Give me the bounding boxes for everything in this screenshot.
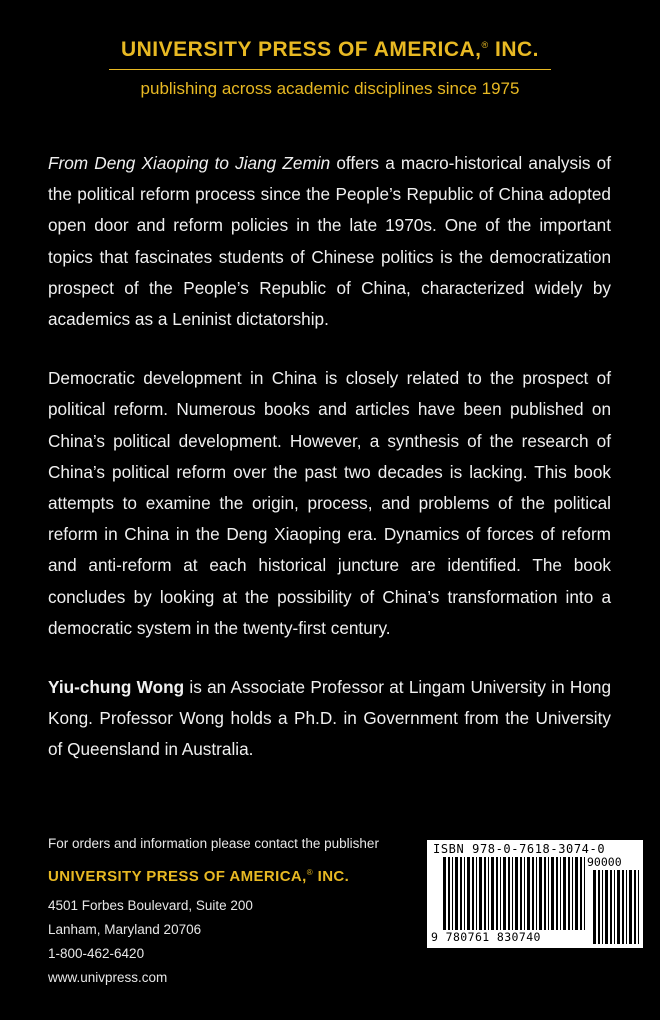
barcode-bar <box>476 857 477 930</box>
barcode-bar <box>626 870 627 944</box>
barcode-bar <box>638 870 639 944</box>
barcode-bar <box>580 857 582 930</box>
barcode-bar <box>548 857 549 930</box>
publisher-contact-block <box>48 834 418 990</box>
barcode-bar <box>515 857 518 930</box>
barcode-bar <box>508 857 510 930</box>
barcode-bar <box>610 870 612 944</box>
header-publisher-suffix: INC. <box>495 38 540 61</box>
barcode-bar <box>563 857 566 930</box>
author-bio <box>48 672 611 766</box>
ean-digits: 9 780761 830740 <box>431 930 541 944</box>
header-publisher-name: UNIVERSITY PRESS OF AMERICA, <box>120 38 482 61</box>
author-bio-text: is an Associate Professor at Lingam University in Hong Kong. Professor Wong holds a Ph.D. in Government from the University of Queensland in Australia. <box>48 677 612 760</box>
header-publisher-title <box>0 30 660 65</box>
website: www.univpress.com <box>48 970 168 985</box>
barcode-bar <box>572 857 573 930</box>
book-title: From Deng Xiaoping to Jiang Zemin <box>48 153 331 173</box>
barcode-bar <box>488 857 489 930</box>
contact-note: For orders and information please contact the publisher <box>48 836 379 851</box>
barcode-bar <box>556 857 558 930</box>
publisher-name-text: UNIVERSITY PRESS OF AMERICA, <box>48 868 307 885</box>
barcode-bar <box>634 870 636 944</box>
barcode-bar <box>598 870 600 944</box>
isbn-label: ISBN 978-0-7618-3074-0 <box>433 842 606 856</box>
barcode-bar <box>568 857 570 930</box>
barcode-bar <box>539 857 542 930</box>
barcode-bar <box>484 857 486 930</box>
phone-number: 1-800-462-6420 <box>48 946 145 961</box>
address-line-2: Lanham, Maryland 20706 <box>48 922 202 937</box>
book-description <box>48 148 611 766</box>
barcode-bar <box>560 857 561 930</box>
barcode-bar <box>479 857 482 930</box>
barcode-bar <box>512 857 513 930</box>
barcode-bar <box>536 857 537 930</box>
barcode-bar <box>593 870 596 944</box>
barcode <box>427 840 643 948</box>
barcode-bar <box>491 857 494 930</box>
barcode-bar <box>503 857 506 930</box>
barcode-bar <box>527 857 530 930</box>
price-addon-digits: 90000 <box>587 855 622 869</box>
barcode-bar <box>464 857 465 930</box>
barcode-bar <box>472 857 474 930</box>
publisher-name <box>48 862 418 888</box>
barcode-bar <box>443 857 446 930</box>
barcode-bar <box>448 857 450 930</box>
barcode-bar <box>496 857 498 930</box>
barcode-bar <box>544 857 546 930</box>
barcode-bar <box>617 870 620 944</box>
barcode-bar <box>551 857 554 930</box>
address-line-1: 4501 Forbes Boulevard, Suite 200 <box>48 898 253 913</box>
description-paragraph-1-text: offers a macro-historical analysis of the political reform process since the People’s Republic of China adopted open door and reform policies in the late 1970s. One of the important topics that fascinates students of Chinese politics is the democratization prospect of the People’s Republic of China, characterized widely by academics as a Leninist dictatorship. <box>48 153 612 330</box>
barcode-bar <box>575 857 578 930</box>
header-divider <box>109 69 551 70</box>
barcode-bar <box>467 857 470 930</box>
description-paragraph-1 <box>48 148 611 335</box>
description-paragraph-2: Democratic development in China is closely related to the prospect of political reform. Numerous books and articles have been published on China’s political development. However, a synthesis of the research of China’s political reform over the past two decades is lacking. This book attempts to examine the origin, process, and problems of the political reform in China in the Deng Xiaoping era. Dynamics of forces of reform and anti-reform at each historical juncture are identified. The book concludes by looking at the possibility of China’s transformation into a democratic system in the twenty-first century. <box>48 368 611 638</box>
barcode-bar <box>455 857 458 930</box>
publisher-name-suffix: INC. <box>317 868 350 885</box>
barcode-bar <box>622 870 624 944</box>
registered-mark: ® <box>481 40 489 50</box>
barcode-bar <box>629 870 632 944</box>
barcode-bar <box>614 870 615 944</box>
header <box>0 30 660 100</box>
barcode-bar <box>452 857 453 930</box>
barcode-bar <box>460 857 462 930</box>
barcode-bar <box>584 857 585 930</box>
registered-mark-small: ® <box>306 868 314 877</box>
barcode-bar <box>500 857 501 930</box>
barcode-bar <box>524 857 525 930</box>
header-tagline: publishing across academic disciplines since 1975 <box>140 79 520 98</box>
author-name: Yiu-chung Wong <box>48 677 185 698</box>
barcode-bar <box>532 857 534 930</box>
barcode-bar <box>520 857 522 930</box>
barcode-bar <box>605 870 608 944</box>
barcode-bar <box>602 870 603 944</box>
